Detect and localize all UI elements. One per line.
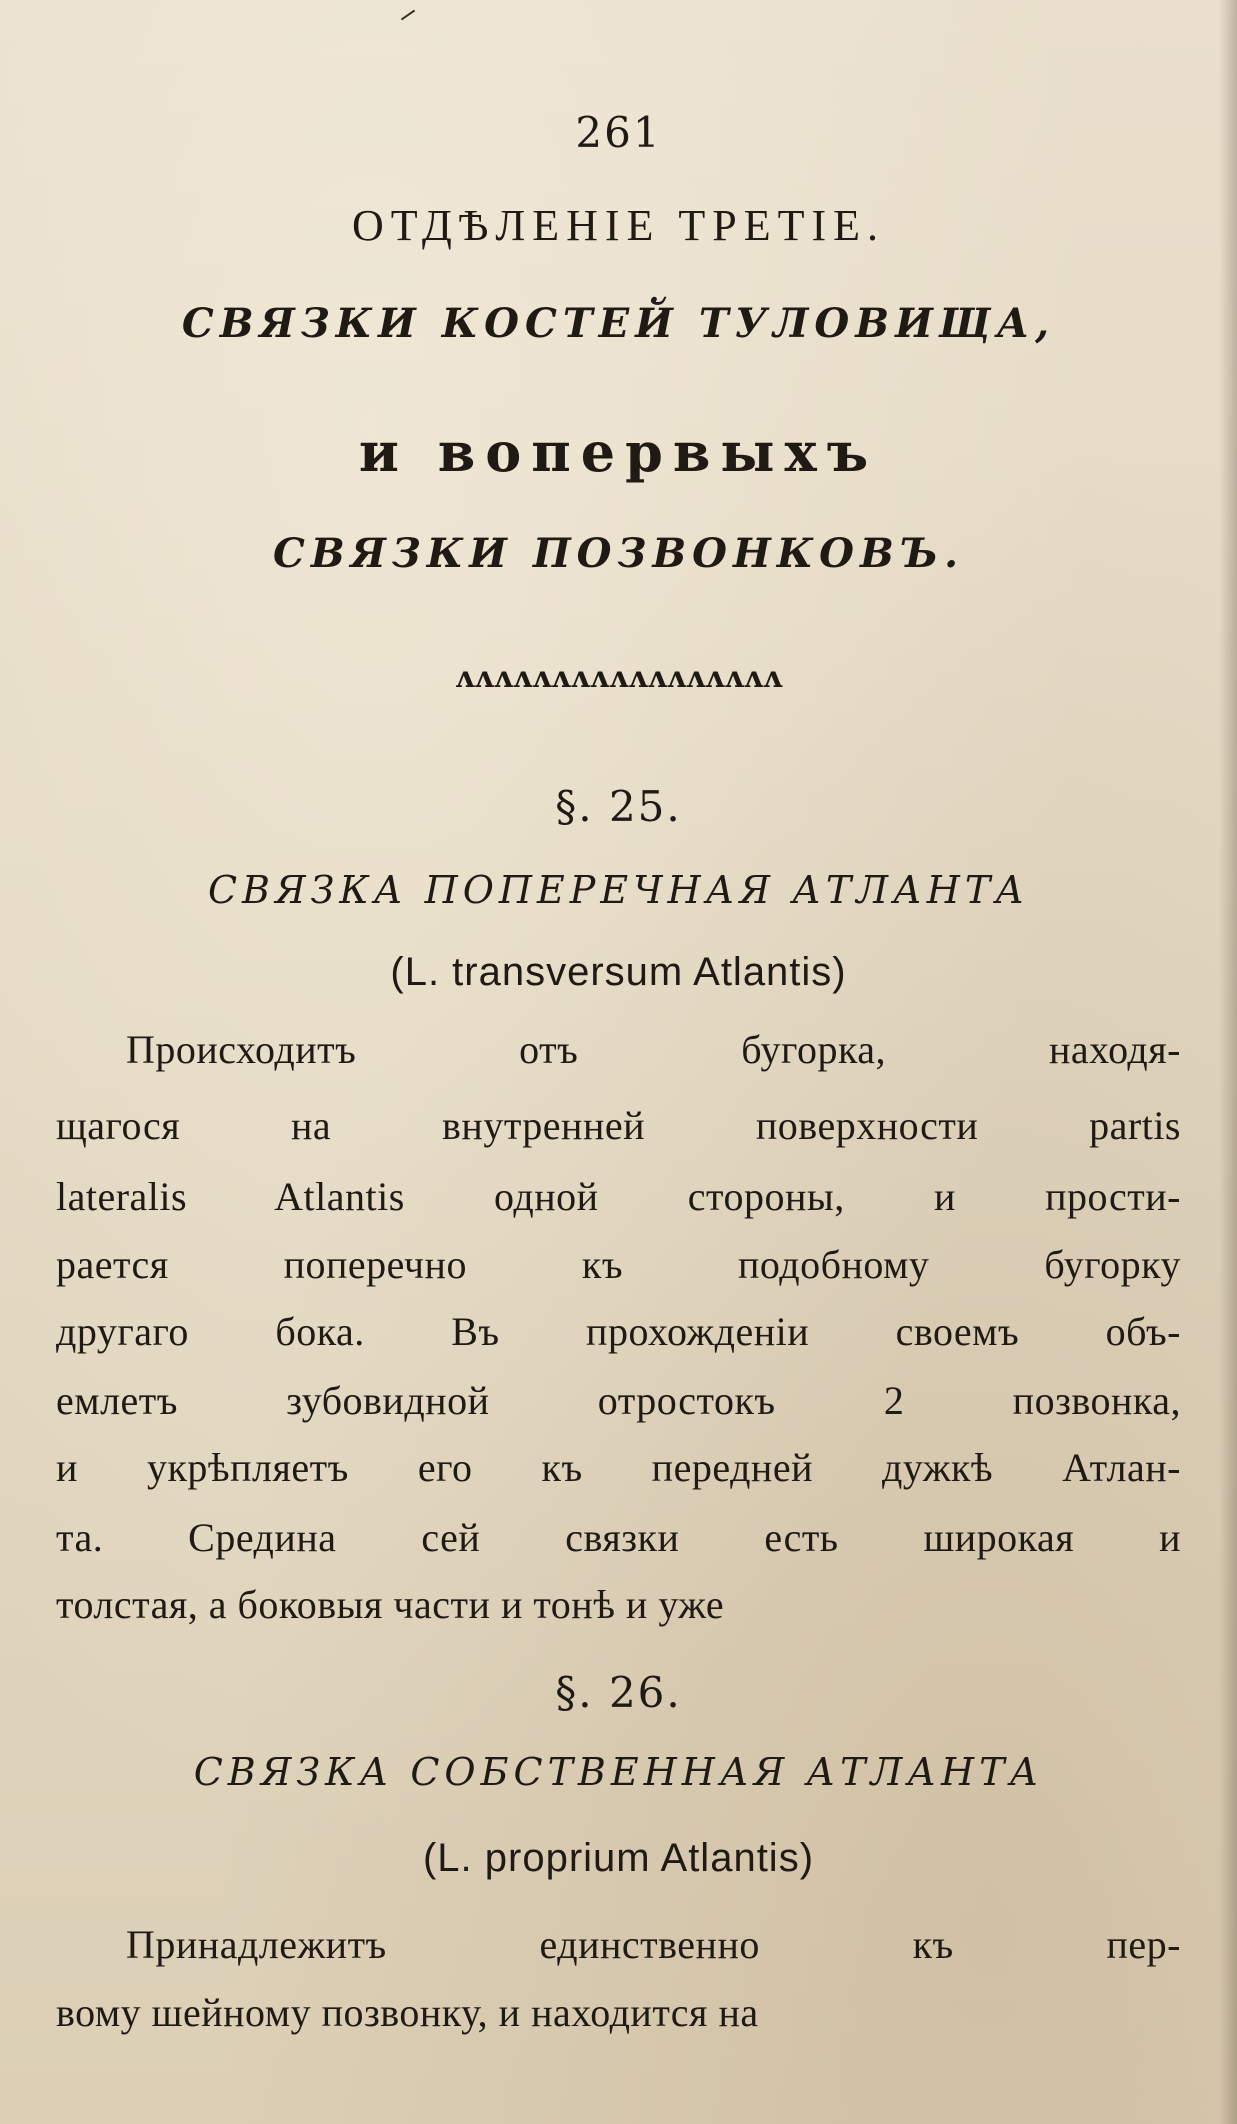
section-title: ОТДѢЛЕНІЕ ТРЕТІЕ.: [351, 201, 886, 250]
paragraph-number: §. 26.: [555, 1668, 682, 1717]
latin-name: (L. proprium Atlantis): [422, 1836, 815, 1880]
text-line: lateralis Atlantis одной стороны, и прости-: [56, 1174, 1181, 1219]
paragraph-number: §. 25.: [555, 782, 682, 831]
subtitle-vertebra-ligaments: СВЯЗКИ ПОЗВОНКОВЪ.: [272, 530, 965, 577]
ornament-divider: ʌʌʌʌʌʌʌʌʌʌʌʌʌʌʌʌʌ: [455, 660, 782, 695]
text-line: щагося на внутренней поверхности partis: [56, 1103, 1181, 1148]
text-line: вому шейному позвонку, и находится на: [56, 1990, 759, 2035]
ligament-title: СВЯЗКА СОБСТВЕННАЯ АТЛАНТА: [193, 1750, 1044, 1794]
text-line: рается поперечно къ подобному бугорку: [56, 1242, 1181, 1287]
text-line: Принадлежитъ единственно къ пер-: [126, 1922, 1181, 1967]
text-line: та. Средина сей связки есть широкая и: [56, 1515, 1181, 1560]
pen-mark: [401, 10, 415, 21]
text-line: Происходитъ отъ бугорка, находя-: [126, 1027, 1181, 1072]
text-line: толстая, а боковыя части и тонѣ и уже: [56, 1582, 725, 1627]
subtitle-firstly: и вопервыхъ: [358, 420, 879, 484]
subtitle-trunk-ligaments: СВЯЗКИ КОСТЕЙ ТУЛОВИЩА,: [181, 300, 1056, 347]
ligament-title: СВЯЗКА ПОПЕРЕЧНАЯ АТЛАНТА: [207, 868, 1030, 912]
text-line: емлетъ зубовидной отростокъ 2 позвонка,: [56, 1378, 1181, 1423]
page-number: 261: [575, 108, 662, 157]
latin-name: (L. transversum Atlantis): [390, 950, 847, 994]
text-line: другаго бока. Въ прохожденіи своемъ объ-: [56, 1309, 1181, 1354]
text-line: и укрѣпляетъ его къ передней дужкѣ Атлан-: [56, 1445, 1181, 1490]
